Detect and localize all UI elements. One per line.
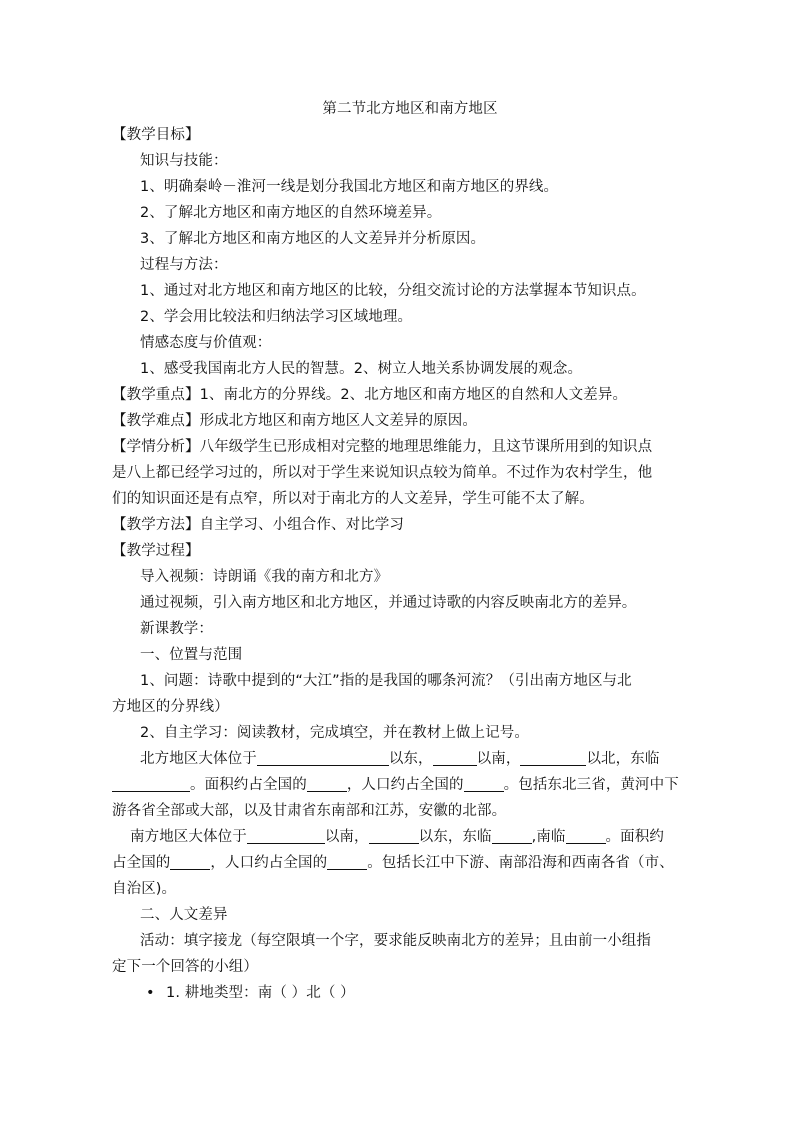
knowledge-item-3: 3、了解北方地区和南方地区的人文差异并分析原因。 <box>140 231 486 247</box>
difficulties: 【教学难点】形成北方地区和南方地区人文差异的原因。 <box>112 413 477 429</box>
process-methods-heading: 过程与方法： <box>140 257 228 273</box>
north-blank-1[interactable] <box>257 749 389 766</box>
north-blank-6[interactable] <box>464 775 504 792</box>
north-blank-3[interactable] <box>520 749 586 766</box>
south-text-1: 南方地区大体位于 <box>130 829 247 845</box>
south-blank-6[interactable] <box>327 853 367 870</box>
south-blank-3[interactable] <box>492 827 532 844</box>
north-text-7: 。包括东北三省，黄河中下 <box>503 777 679 793</box>
attitude-heading: 情感态度与价值观： <box>140 335 272 351</box>
student-analysis-line-3: 们的知识面还是有点窄，所以对于南北方的人文差异，学生可能不太了解。 <box>112 491 594 507</box>
south-region-line-3: 自治区)。 <box>112 881 177 897</box>
section-human-differences: 二、人文差异 <box>140 907 228 923</box>
teaching-methods: 【教学方法】自主学习、小组合作、对比学习 <box>112 517 404 533</box>
north-text-5: 。面积约占全国的 <box>190 777 307 793</box>
north-text-2: 以东， <box>388 751 433 767</box>
south-text-2: 以南， <box>324 829 369 845</box>
south-region-fill-line-2 <box>112 850 708 876</box>
question-2: 2、自主学习：阅读教材，完成填空，并在教材上做上记号。 <box>140 725 529 741</box>
key-points: 【教学重点】1、南北方的分界线。2、北方地区和南方地区的自然和人文差异。 <box>112 387 628 403</box>
south-blank-1[interactable] <box>247 827 325 844</box>
teaching-goals-heading: 【教学目标】 <box>112 127 200 143</box>
question-1-line-1: 1、问题：诗歌中提到的“大江”指的是我国的哪条河流？（引出南方地区与北 <box>140 673 632 689</box>
bullet-icon: • <box>146 985 155 1001</box>
north-region-fill-line-1 <box>112 746 708 772</box>
south-text-8: 。包括长江中下游、南部沿海和西南各省（市、 <box>367 855 674 871</box>
north-text-3: 以南， <box>476 751 521 767</box>
south-text-5: 。面积约 <box>605 829 664 845</box>
north-region-line-3: 游各省全部或大部，以及甘肃省东南部和江苏，安徽的北部。 <box>112 803 507 819</box>
new-lesson-heading: 新课教学： <box>140 621 213 637</box>
south-region-fill-line-1 <box>112 824 708 850</box>
process-item-2: 2、学会用比较法和归纳法学习区域地理。 <box>140 309 413 325</box>
document-body <box>112 96 708 1006</box>
knowledge-skills-heading: 知识与技能： <box>140 153 228 169</box>
intro-video: 导入视频：诗朗诵《我的南方和北方》 <box>140 569 389 585</box>
farmland-type-text: 1. 耕地类型：南（ ）北（ ） <box>166 985 355 1001</box>
south-text-3: 以东，东临 <box>418 829 492 845</box>
activity-line-1: 活动：填字接龙（每空限填一个字，要求能反映南北方的差异；且由前一小组指 <box>140 933 651 949</box>
knowledge-item-1: 1、明确秦岭－淮河一线是划分我国北方地区和南方地区的界线。 <box>140 179 559 195</box>
north-text-6: ，人口约占全国的 <box>346 777 464 793</box>
north-blank-5[interactable] <box>307 775 347 792</box>
farmland-type-item <box>112 980 708 1006</box>
activity-line-2: 定下一个回答的小组） <box>112 959 258 975</box>
north-text-1: 北方地区大体位于 <box>140 751 257 767</box>
question-1-line-2: 方地区的分界线） <box>112 699 229 715</box>
document-title: 第二节北方地区和南方地区 <box>322 101 498 117</box>
north-text-4: 以北，东临 <box>586 751 660 767</box>
south-blank-4[interactable] <box>566 827 606 844</box>
north-blank-4[interactable] <box>112 775 190 792</box>
south-blank-5[interactable] <box>170 853 210 870</box>
south-text-6: 占全国的 <box>112 855 171 871</box>
section-location-range: 一、位置与范围 <box>140 647 243 663</box>
teaching-process-heading: 【教学过程】 <box>112 543 200 559</box>
south-text-7: ，人口约占全国的 <box>210 855 328 871</box>
north-blank-2[interactable] <box>433 749 477 766</box>
knowledge-item-2: 2、了解北方地区和南方地区的自然环境差异。 <box>140 205 442 221</box>
south-blank-2[interactable] <box>369 827 419 844</box>
student-analysis-line-1: 【学情分析】八年级学生已形成相对完整的地理思维能力，且这节课所用到的知识点 <box>112 439 653 455</box>
student-analysis-line-2: 是八上都已经学习过的，所以对于学生来说知识点较为简单。不过作为农村学生，他 <box>112 465 653 481</box>
attitude-text: 1、感受我国南北方人民的智慧。2、树立人地关系协调发展的观念。 <box>140 361 583 377</box>
north-region-fill-line-2 <box>112 772 708 798</box>
intro-description: 通过视频，引入南方地区和北方地区，并通过诗歌的内容反映南北方的差异。 <box>140 595 637 611</box>
south-text-4: ,南临 <box>531 829 566 845</box>
process-item-1: 1、通过对北方地区和南方地区的比较，分组交流讨论的方法掌握本节知识点。 <box>140 283 646 299</box>
